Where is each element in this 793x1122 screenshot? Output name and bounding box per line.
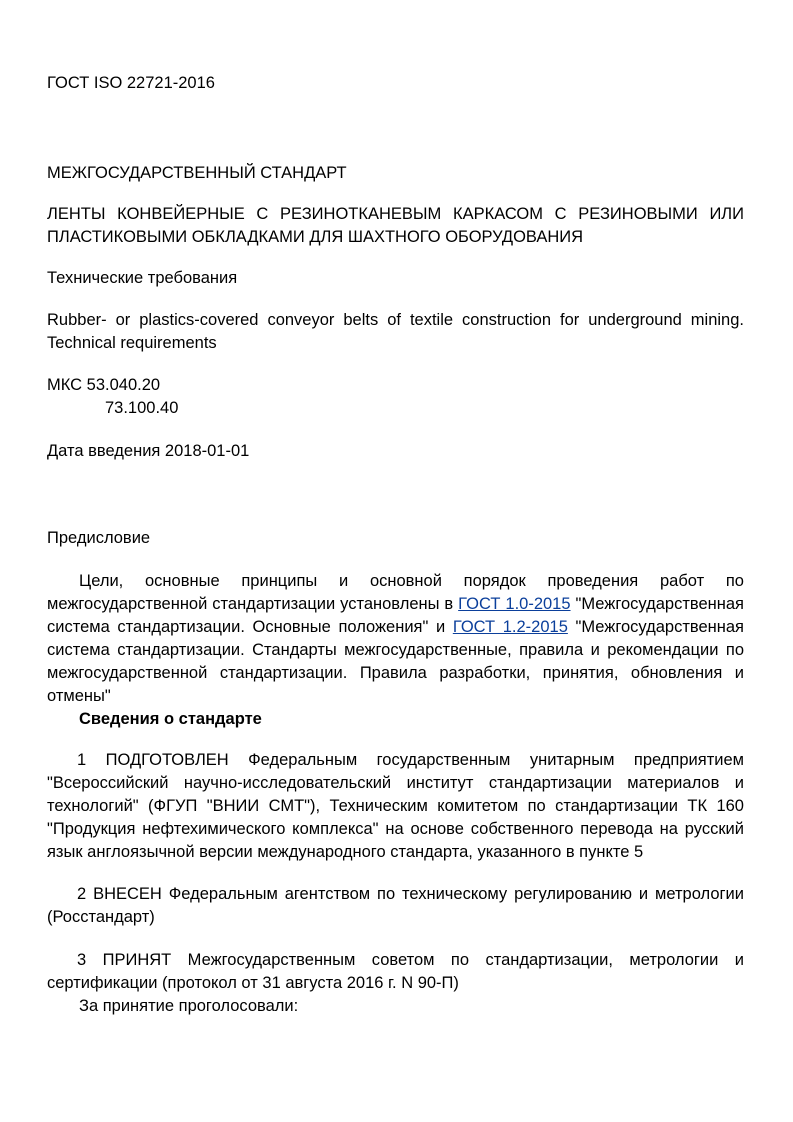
date-introduction: Дата введения 2018-01-01	[47, 442, 250, 460]
foreword-paragraph	[47, 570, 744, 708]
mks-code-1: МКС 53.040.20	[47, 376, 161, 394]
document-page	[47, 72, 744, 1018]
info-item-2: 2 ВНЕСЕН Федеральным агентством по техническому регулированию и метрологии (Росстандарт)	[47, 885, 744, 926]
standard-designation: ГОСТ ISO 22721-2016	[47, 74, 215, 92]
title-ru: ЛЕНТЫ КОНВЕЙЕРНЫЕ С РЕЗИНОТКАНЕВЫМ КАРКАСОМ С РЕЗИНОВЫМИ ИЛИ ПЛАСТИКОВЫМИ ОБКЛАДКАМИ ДЛЯ ШАХТНОГО ОБОРУДОВАНИЯ	[47, 205, 744, 246]
gost-1-2-2015-link[interactable]: ГОСТ 1.2-2015	[452, 618, 568, 636]
mks-code-2: 73.100.40	[105, 399, 179, 417]
voted-label: За принятие проголосовали:	[79, 997, 299, 1015]
subtitle-ru: Технические требования	[47, 269, 238, 287]
title-en: Rubber- or plastics-covered conveyor belts of textile construction for underground mining. Technical requirements	[47, 311, 744, 352]
info-item-3: 3 ПРИНЯТ Межгосударственным советом по стандартизации, метрологии и сертификации (протокол от 31 августа 2016 г. N 90-П)	[47, 951, 744, 992]
gost-1-0-2015-link[interactable]: ГОСТ 1.0-2015	[458, 595, 571, 613]
standard-info-heading: Сведения о стандарте	[79, 710, 262, 728]
foreword-text-2: "Межгосударственная система стандартизации. Основные положения" и	[47, 595, 744, 636]
info-item-1: 1 ПОДГОТОВЛЕН Федеральным государственным унитарным предприятием "Всероссийский научно-исследовательский институт стандартизации материалов и технологий" (ФГУП "ВНИИ СМТ"), Техническим комитетом по стандартизации ТК 160 "Продукция нефтехимического комплекса" на основе собственного перевода на русский язык англоязычной версии международного стандарта, указанного в пункте 5	[47, 751, 744, 861]
foreword-text-1: Цели, основные принципы и основной порядок проведения работ по межгосударственной стандартизации установлены в	[47, 572, 744, 613]
foreword-text-3: "Межгосударственная система стандартизации. Стандарты межгосударственные, правила и рекомендации по межгосударственной стандартизации. Правила разработки, принятия, обновления и отмены"	[47, 618, 744, 705]
standard-type: МЕЖГОСУДАРСТВЕННЫЙ СТАНДАРТ	[47, 164, 347, 182]
foreword-heading: Предисловие	[47, 529, 151, 547]
